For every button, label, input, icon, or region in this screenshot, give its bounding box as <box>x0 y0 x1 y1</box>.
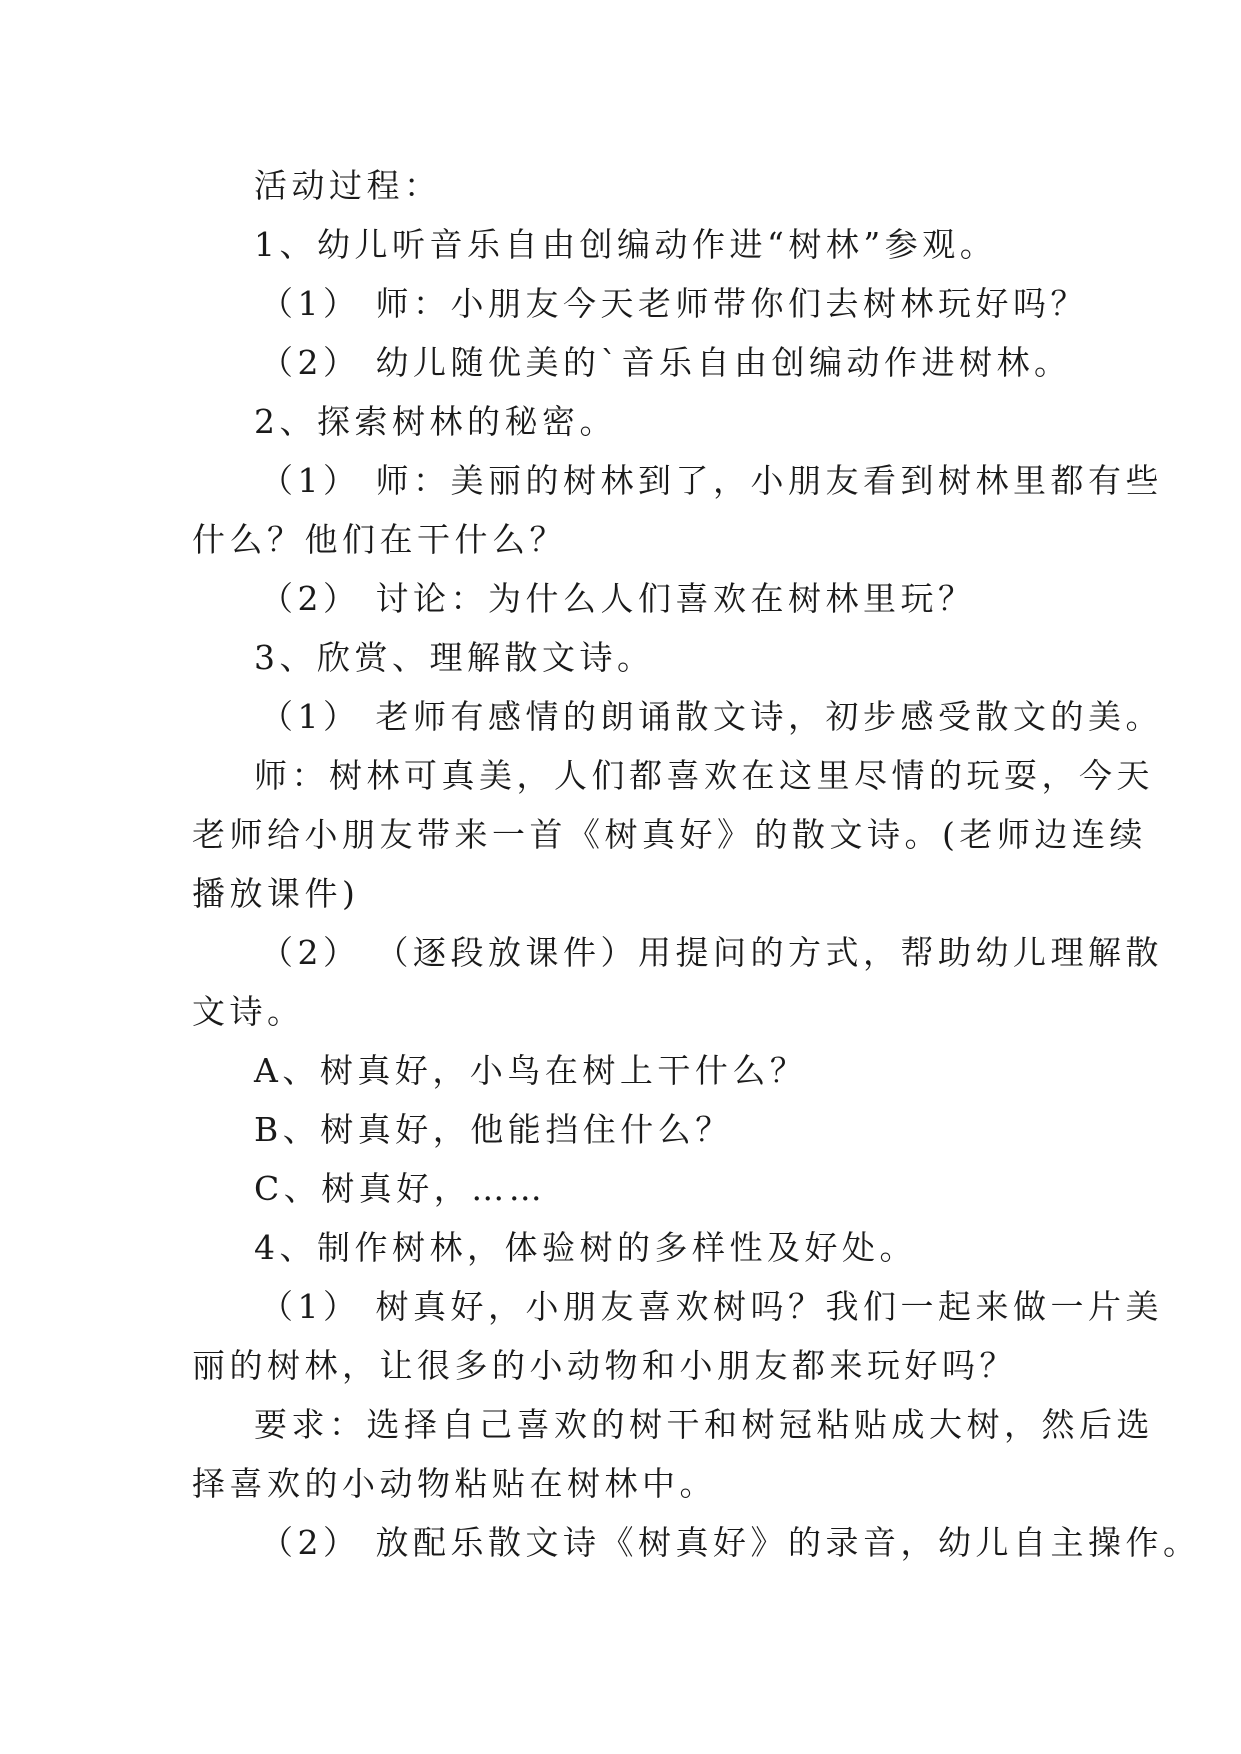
step-1-item-2: （2） 幼儿随优美的`音乐自由创编动作进树林。 <box>260 343 1072 382</box>
step-4-item-1: （1） 树真好，小朋友喜欢树吗？我们一起来做一片美 <box>260 1287 1163 1326</box>
step-2-title: 2、探索树林的秘密。 <box>254 402 617 441</box>
step-2-item-2: （2） 讨论：为什么人们喜欢在树林里玩？ <box>260 579 976 618</box>
question-c: C、树真好，…… <box>254 1169 547 1208</box>
teacher-speech-cont-2: 播放课件) <box>192 874 360 913</box>
step-1-title: 1、幼儿听音乐自由创编动作进“树林”参观。 <box>254 225 998 264</box>
step-3-item-2-cont: 文诗。 <box>192 992 305 1031</box>
step-2-item-1-cont: 什么？他们在干什么？ <box>192 520 567 559</box>
step-4-item-1-cont: 丽的树林，让很多的小动物和小朋友都来玩好吗？ <box>192 1346 1017 1385</box>
teacher-speech-cont-1: 老师给小朋友带来一首《树真好》的散文诗。(老师边连续 <box>192 815 1147 854</box>
requirement-cont: 择喜欢的小动物粘贴在树林中。 <box>192 1464 717 1503</box>
step-1-item-1: （1） 师：小朋友今天老师带你们去树林玩好吗？ <box>260 284 1088 323</box>
step-3-item-2: （2） （逐段放课件）用提问的方式，帮助幼儿理解散 <box>260 933 1163 972</box>
teacher-speech: 师：树林可真美，人们都喜欢在这里尽情的玩耍，今天 <box>254 756 1154 795</box>
step-3-title: 3、欣赏、理解散文诗。 <box>254 638 655 677</box>
question-b: B、树真好，他能挡住什么？ <box>254 1110 733 1149</box>
step-4-title: 4、制作树林，体验树的多样性及好处。 <box>254 1228 917 1267</box>
step-4-item-2: （2） 放配乐散文诗《树真好》的录音，幼儿自主操作。 <box>260 1523 1201 1562</box>
step-2-item-1: （1） 师：美丽的树林到了，小朋友看到树林里都有些 <box>260 461 1163 500</box>
question-a: A、树真好，小鸟在树上干什么？ <box>254 1051 808 1090</box>
step-3-item-1: （1） 老师有感情的朗诵散文诗，初步感受散文的美。 <box>260 697 1163 736</box>
heading-activity-process: 活动过程： <box>254 166 442 205</box>
requirement: 要求：选择自己喜欢的树干和树冠粘贴成大树，然后选 <box>254 1405 1154 1444</box>
